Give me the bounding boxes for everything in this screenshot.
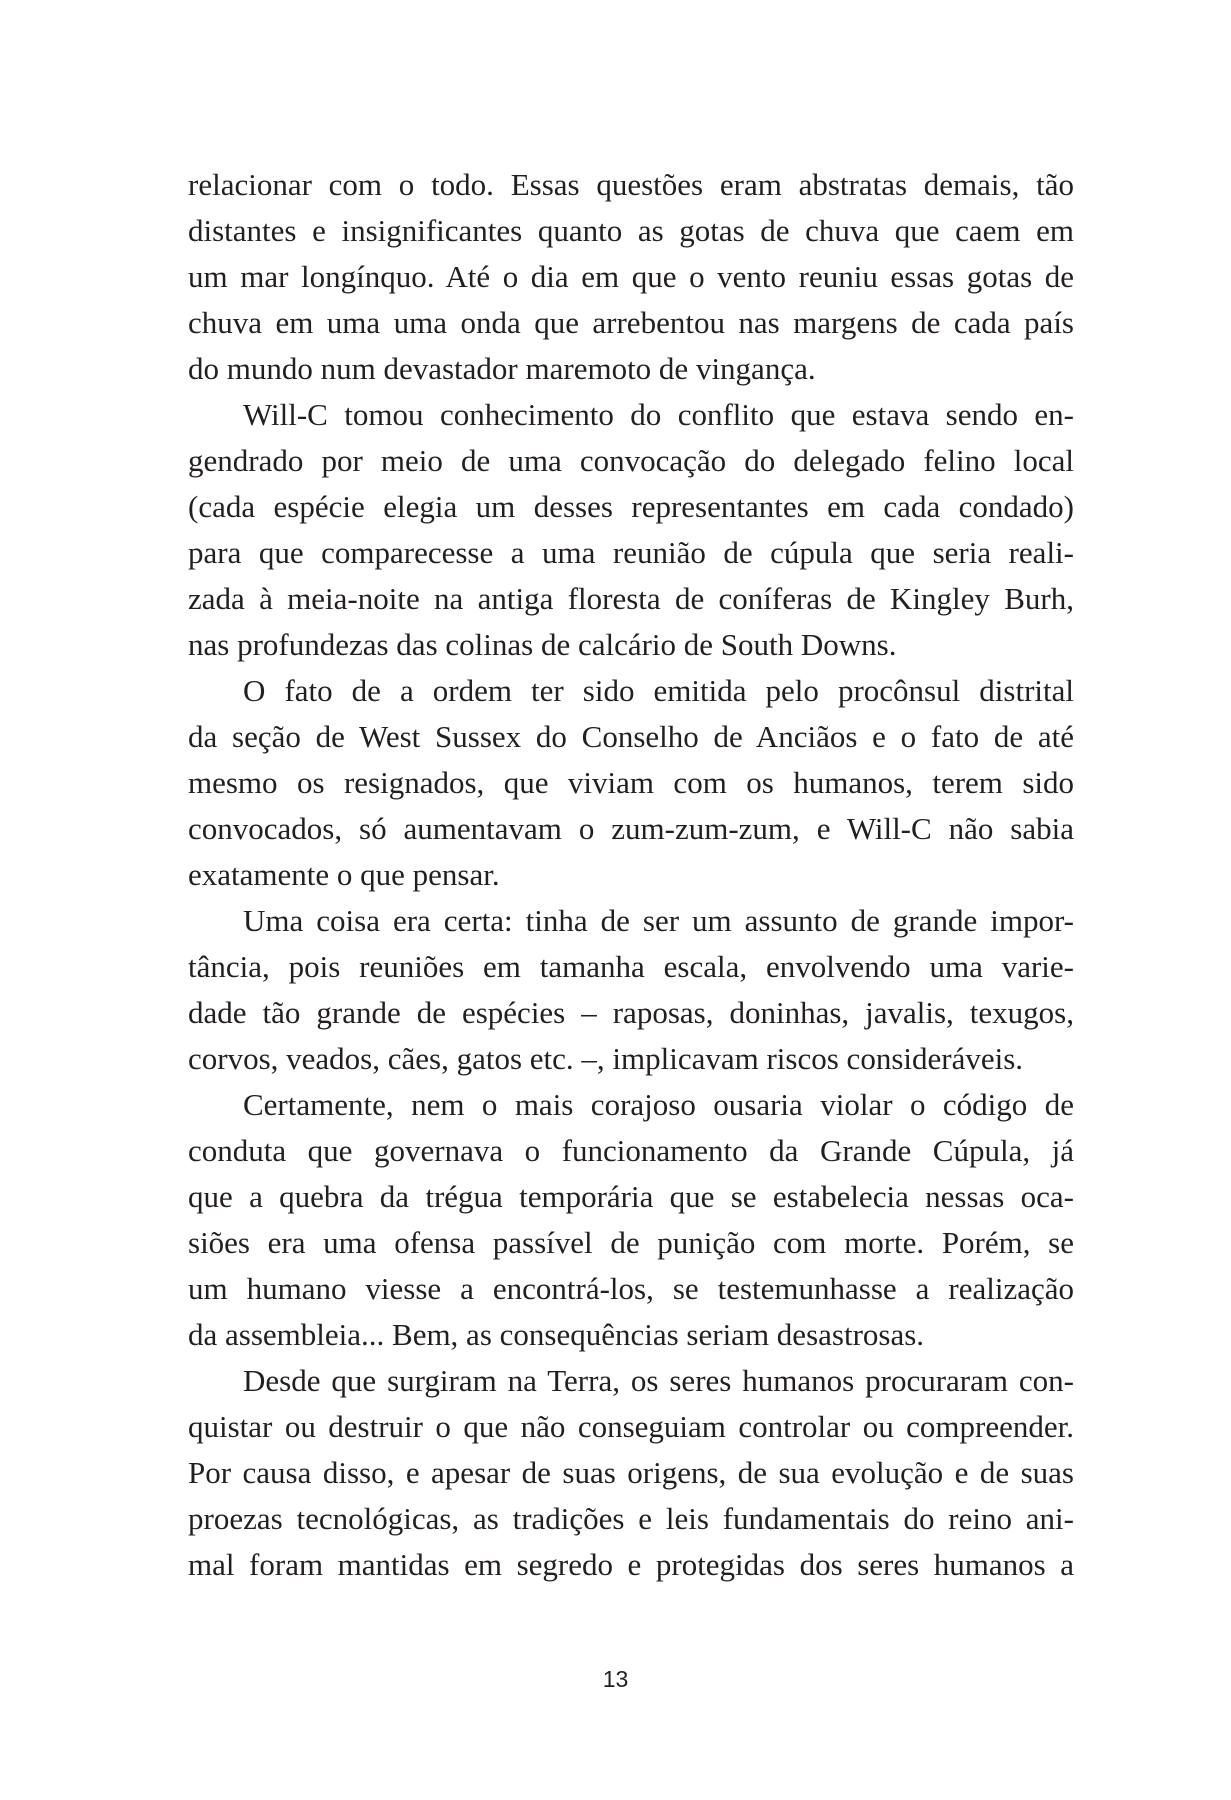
- text-line: do mundo num devastador maremoto de vingança.: [188, 351, 816, 386]
- paragraph: [188, 1358, 1074, 1588]
- text-line: O fato de a ordem ter sido emitida pelo procônsul distrital: [243, 673, 1074, 708]
- page-number: 13: [602, 1666, 629, 1692]
- text-line: para que comparecesse a uma reunião de cúpula que seria reali-: [188, 535, 1074, 570]
- text-line: dade tão grande de espécies – raposas, doninhas, javalis, texugos,: [188, 995, 1074, 1030]
- text-line: um humano viesse a encontrá-los, se testemunhasse a realização: [188, 1271, 1074, 1306]
- text-line: conduta que governava o funcionamento da Grande Cúpula, já: [188, 1133, 1074, 1168]
- paragraph: [188, 162, 1074, 392]
- text-line: relacionar com o todo. Essas questões eram abstratas demais, tão: [188, 167, 1074, 202]
- text-line: siões era uma ofensa passível de punição com morte. Porém, se: [188, 1225, 1074, 1260]
- text-line: Desde que surgiram na Terra, os seres humanos procuraram con-: [243, 1363, 1074, 1398]
- paragraph: [188, 898, 1074, 1082]
- text-line: (cada espécie elegia um desses representantes em cada condado): [188, 489, 1074, 524]
- text-line: exatamente o que pensar.: [188, 857, 500, 892]
- paragraph: [188, 392, 1074, 668]
- page-body: [188, 162, 1074, 1588]
- text-line: que a quebra da trégua temporária que se estabelecia nessas oca-: [188, 1179, 1074, 1214]
- text-line: Certamente, nem o mais corajoso ousaria violar o código de: [243, 1087, 1074, 1122]
- paragraph: [188, 668, 1074, 898]
- text-line: gendrado por meio de uma convocação do delegado felino local: [188, 443, 1074, 478]
- text-line: Por causa disso, e apesar de suas origens, de sua evolução e de suas: [188, 1455, 1074, 1490]
- paragraph: [188, 1082, 1074, 1358]
- text-line: proezas tecnológicas, as tradições e leis fundamentais do reino ani-: [188, 1501, 1074, 1536]
- text-line: mal foram mantidas em segredo e protegidas dos seres humanos a: [188, 1547, 1074, 1582]
- text-line: Uma coisa era certa: tinha de ser um assunto de grande impor-: [243, 903, 1074, 938]
- text-line: convocados, só aumentavam o zum-zum-zum, e Will-C não sabia: [188, 811, 1074, 846]
- text-line: quistar ou destruir o que não conseguiam controlar ou compreender.: [188, 1409, 1074, 1444]
- text-line: da seção de West Sussex do Conselho de Anciãos e o fato de até: [188, 719, 1074, 754]
- text-line: distantes e insignificantes quanto as gotas de chuva que caem em: [188, 213, 1074, 248]
- text-line: um mar longínquo. Até o dia em que o vento reuniu essas gotas de: [188, 259, 1074, 294]
- text-line: corvos, veados, cães, gatos etc. –, implicavam riscos consideráveis.: [188, 1041, 1024, 1076]
- text-line: chuva em uma uma onda que arrebentou nas margens de cada país: [188, 305, 1074, 340]
- text-line: zada à meia-noite na antiga floresta de coníferas de Kingley Burh,: [188, 581, 1074, 616]
- text-line: nas profundezas das colinas de calcário de South Downs.: [188, 627, 897, 662]
- text-line: tância, pois reuniões em tamanha escala, envolvendo uma varie-: [188, 949, 1074, 984]
- text-line: da assembleia... Bem, as consequências seriam desastrosas.: [188, 1317, 925, 1352]
- text-line: Will-C tomou conhecimento do conflito que estava sendo en-: [243, 397, 1074, 432]
- text-line: mesmo os resignados, que viviam com os humanos, terem sido: [188, 765, 1074, 800]
